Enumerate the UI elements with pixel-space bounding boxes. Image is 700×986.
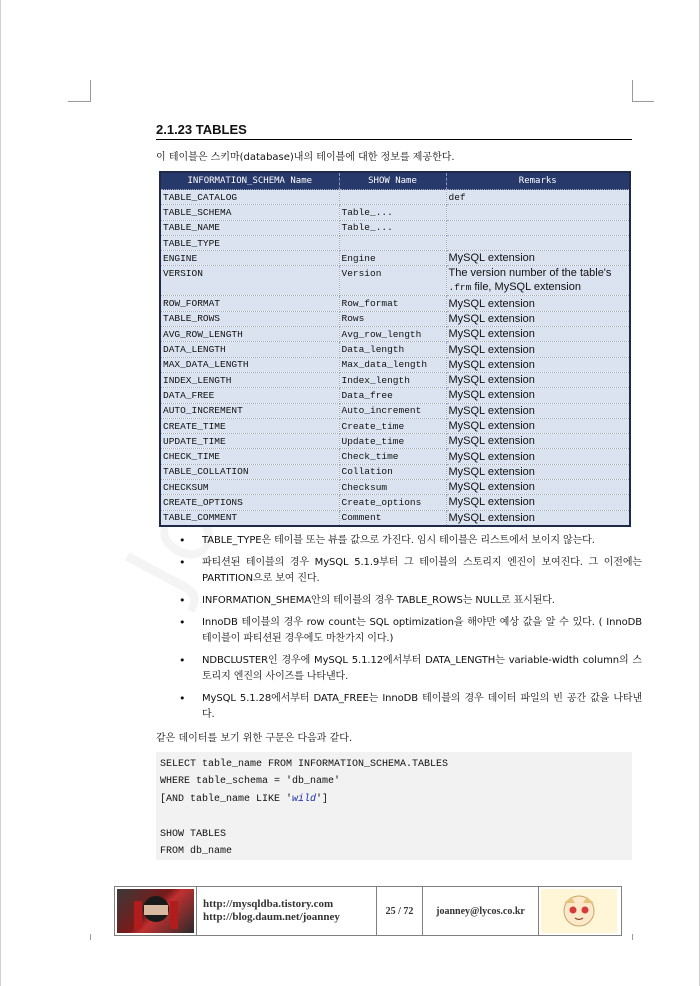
show-name-cell: Data_free [339,388,446,403]
page-edge-left [0,0,1,986]
remarks-cell: MySQL extension [446,510,630,526]
schema-name-cell: CHECK_TIME [160,449,339,464]
page-footer [114,886,622,936]
show-name-cell: Data_length [339,342,446,357]
list-item: • MySQL 5.1.28에서부터 DATA_FREE는 InnoDB 테이블의 경우 데이터 파일의 빈 공간 값을 나타낸다. [202,691,642,723]
schema-name-cell: CREATE_TIME [160,418,339,433]
show-name-cell: Rows [339,311,446,326]
show-name-cell: Check_time [339,449,446,464]
show-name-cell: Create_time [339,418,446,433]
show-name-cell [339,190,446,205]
table-row [160,311,630,326]
schema-name-cell: CHECKSUM [160,480,339,495]
schema-name-cell: TABLE_TYPE [160,235,339,250]
list-item: • TABLE_TYPE은 테이블 또는 뷰를 값으로 가진다. 임시 테이블은 리스트에서 보이지 않는다. [202,533,642,549]
section-intro: 이 테이블은 스키마(database)내의 테이블에 대한 정보를 제공한다. [156,152,455,163]
remarks-cell: MySQL extension [446,434,630,449]
schema-name-cell: INDEX_LENGTH [160,372,339,387]
blog-link-1[interactable]: http://mysqldba.tistory.com [203,898,334,910]
crop-mark-bottom-right [632,934,633,940]
remarks-cell: MySQL extension [446,418,630,433]
cartoon-image [541,889,617,933]
code-block [156,752,632,860]
table-row [160,342,630,357]
show-name-cell: Avg_row_length [339,327,446,342]
schema-name-cell: TABLE_COLLATION [160,464,339,479]
table-row [160,388,630,403]
remarks-code-text: .frm [448,282,472,294]
table-row [160,418,630,433]
remarks-cell: MySQL extension [446,327,630,342]
schema-name-cell: TABLE_ROWS [160,311,339,326]
code-line: SELECT table_name FROM INFORMATION_SCHEMA.TABLES [160,758,449,770]
remarks-cell: MySQL extension [446,251,630,266]
remarks-cell: MySQL extension [446,403,630,418]
list-item: • INFORMATION_SHEMA안의 테이블의 경우 TABLE_ROWS는 NULL로 표시된다. [202,593,642,609]
notes-list [156,533,642,723]
code-line [160,791,628,809]
show-name-cell: Update_time [339,434,446,449]
table-row [160,190,630,205]
code-text: '] [316,793,329,805]
show-name-cell: Checksum [339,480,446,495]
schema-name-cell: ROW_FORMAT [160,296,339,311]
crop-mark-top-left-v [90,80,91,102]
remarks-cell [446,205,630,220]
blog-link-2[interactable]: http://blog.daum.net/joanney [203,911,340,923]
remarks-cell: def [446,190,630,205]
code-line: FROM db_name [160,846,233,858]
table-header-row [160,172,630,190]
code-line: SHOW TABLES [160,828,227,840]
table-row [160,510,630,526]
show-name-cell: Comment [339,510,446,526]
remarks-cell [446,266,630,296]
table-row [160,480,630,495]
show-name-cell [339,235,446,250]
table-row [160,205,630,220]
remarks-cell [446,235,630,250]
author-avatar-right [539,887,619,935]
remarks-cell: MySQL extension [446,388,630,403]
column-header: SHOW Name [339,172,446,190]
column-header: INFORMATION_SCHEMA Name [160,172,339,190]
remarks-cell: MySQL extension [446,372,630,387]
table-row [160,434,630,449]
crop-mark-bottom-left [90,934,91,940]
show-name-cell: Collation [339,464,446,479]
crop-mark-top-left-h [68,101,90,102]
list-item: • NDBCLUSTER인 경우에 MySQL 5.1.12에서부터 DATA_LENGTH는 variable-width column의 스토리지 엔진의 사이즈를 나타낸다. [202,653,642,685]
remarks-cell [446,220,630,235]
remarks-cell: MySQL extension [446,296,630,311]
list-item: • InnoDB 테이블의 경우 row count는 SQL optimization을 해야만 예상 값을 알 수 있다. ( InnoDB 테이블이 파티션된 경우에도 마찬가지 이다.) [202,615,642,647]
section-heading: 2.1.23 TABLES [156,122,632,140]
table-row [160,449,630,464]
schema-name-cell: AVG_ROW_LENGTH [160,327,339,342]
show-name-cell: Auto_increment [339,403,446,418]
show-name-cell: Create_options [339,495,446,510]
remarks-cell: MySQL extension [446,449,630,464]
avatar-image [117,889,194,933]
remarks-cell: MySQL extension [446,495,630,510]
schema-name-cell: TABLE_SCHEMA [160,205,339,220]
schema-name-cell: VERSION [160,266,339,296]
schema-name-cell: MAX_DATA_LENGTH [160,357,339,372]
page-number: 25 / 72 [377,887,423,935]
table-row [160,266,630,296]
table-row [160,235,630,250]
code-text: [AND table_name LIKE ' [160,793,293,805]
remarks-cell: MySQL extension [446,311,630,326]
table-row [160,403,630,418]
table-row [160,464,630,479]
code-line [160,808,628,826]
crop-mark-top-right-v [632,80,633,102]
main-content [156,122,642,860]
show-name-cell: Table_... [339,205,446,220]
show-name-cell: Table_... [339,220,446,235]
crop-mark-top-right-h [632,101,654,102]
schema-name-cell: TABLE_COMMENT [160,510,339,526]
table-row [160,357,630,372]
code-placeholder: wild [292,793,317,805]
table-row [160,327,630,342]
table-row [160,372,630,387]
remarks-cell: MySQL extension [446,464,630,479]
author-email[interactable]: joanney@lycos.co.kr [423,887,539,935]
show-name-cell: Engine [339,251,446,266]
show-name-cell: Index_length [339,372,446,387]
table-row [160,220,630,235]
table-row [160,296,630,311]
schema-name-cell: DATA_LENGTH [160,342,339,357]
remarks-text: file, MySQL extension [471,281,581,294]
schema-name-cell: ENGINE [160,251,339,266]
schema-name-cell: AUTO_INCREMENT [160,403,339,418]
footer-urls [197,887,377,935]
schema-name-cell: UPDATE_TIME [160,434,339,449]
author-avatar-left [115,887,197,935]
table-row [160,495,630,510]
column-header: Remarks [446,172,630,190]
remarks-cell: MySQL extension [446,342,630,357]
schema-name-cell: TABLE_CATALOG [160,190,339,205]
list-item: • 파티션된 테이블의 경우 MySQL 5.1.9부터 그 테이블의 스토리지 엔진이 보여진다. 그 이전에는 PARTITION으로 보여 진다. [202,555,642,587]
schema-name-cell: TABLE_NAME [160,220,339,235]
schema-name-cell: DATA_FREE [160,388,339,403]
schema-name-cell: CREATE_OPTIONS [160,495,339,510]
table-row [160,251,630,266]
remarks-text: The version number of the table's [448,267,612,280]
show-name-cell: Max_data_length [339,357,446,372]
remarks-cell: MySQL extension [446,480,630,495]
remarks-cell: MySQL extension [446,357,630,372]
code-intro: 같은 데이터를 보기 위한 구문은 다음과 같다. [156,732,353,744]
tables-schema-table [159,171,631,527]
code-line: WHERE table_schema = 'db_name' [160,776,341,788]
show-name-cell: Version [339,266,446,296]
show-name-cell: Row_format [339,296,446,311]
